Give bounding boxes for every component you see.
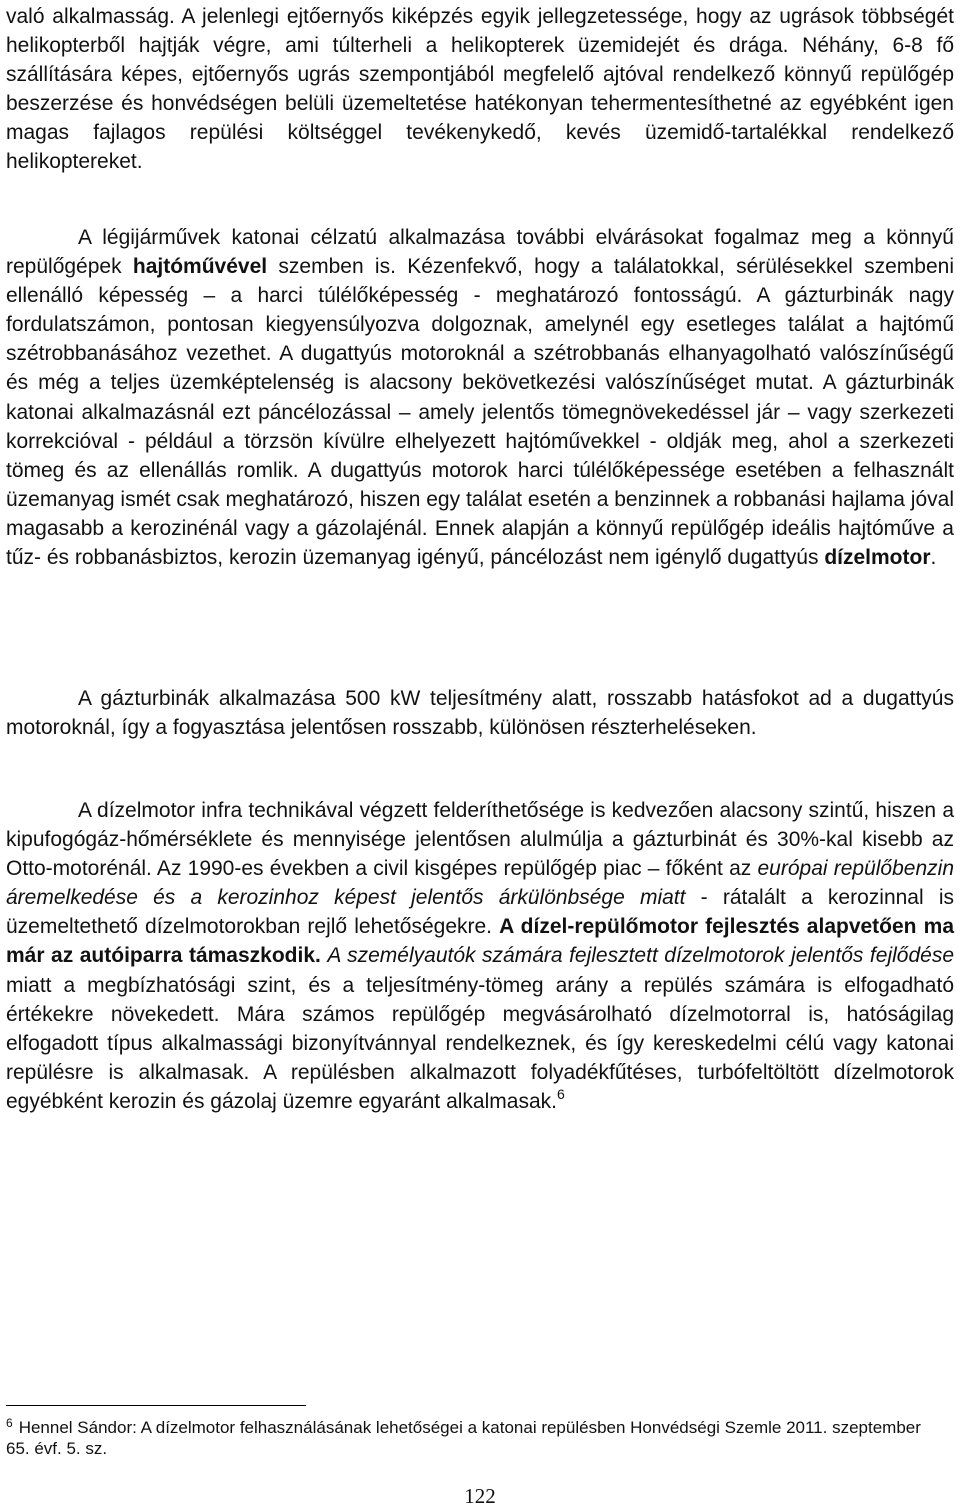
text-run: A gázturbinák alkalmazása 500 kW teljesítmény alatt, rosszabb hatásfokot ad a dugattyús motoroknál, így a fogyasztása jelentősen rosszabb, különösen részterheléseken. xyxy=(6,687,954,740)
bold-text-run: A dízel-repülőmotor fejlesztés alapvetően ma már az autóiparra támaszkodik. xyxy=(6,915,954,968)
text-run: . xyxy=(930,546,937,570)
text-run: - rátalált a kerozinnal is üzemeltethető dízelmotorokban rejlő lehetőségekre. xyxy=(6,886,955,939)
text-run: miatt a megbízhatósági szint, és a teljesítmény-tömeg arány a repülés számára is elfogadható értékekre növekedett. Mára számos repülőgép megvásárolható dízelmotorral is, hatóságilag elfogadott típus alkalmassági bizonyítvánnyal rendelkeznek, és így kereskedelmi célú vagy katonai repülésre is alkalmasak. A repülésben alkalmazott folyadékfűtéses, turbófeltöltött dízelmotorok egyébként kerozin és gázolaj üzemre egyaránt alkalmasak. xyxy=(6,973,954,1113)
text-run: szemben is. Kézenfekvő, hogy a találatokkal, sérülésekkel szembeni ellenálló képesség – a harci túlélőképesség - meghatározó fontosságú. A gázturbinák nagy fordulatszámon, pontosan kiegyensúlyozva dolgoznak, amelynél egy esetleges találat a hajtómű szétrobbanásához vezethet. A dugattyús motoroknál a szétrobbanás elhanyagolható valószínűségű és még a teljes üzemképtelenség is alacsony bekövetkezési valószínűséget mutat. A gázturbinák katonai alkalmazásnál ezt páncélozással – amely jelentős tömegnövekedéssel jár – vagy szerkezeti korrekcióval - például a törzsön kívülre elhelyezett hajtóművekkel - oldják meg, ahol a szerkezeti tömeg és az ellenállás romlik. A dugattyús motorok harci túlélőképessége esetében a felhasznált üzemanyag ismét csak meghatározó, hiszen egy találat esetén a benzinnek a robbanási hajlama jóval magasabb a kerozinénál vagy a gázolajénál. Ennek alapján a könnyű repülőgép ideális hajtóműve a tűz- és robbanásbiztos, kerozin üzemanyag igényű, páncélozást nem igénylő dugattyús xyxy=(6,255,954,570)
paragraph-engine-survivability xyxy=(6,223,954,572)
footnote-mark: 6 xyxy=(6,1416,13,1430)
footnote xyxy=(6,1417,936,1459)
bold-text-run: dízelmotor xyxy=(824,546,931,570)
page-number: 122 xyxy=(464,1484,496,1508)
text-run: való alkalmasság. A jelenlegi ejtőernyős kiképzés egyik jellegzetessége, hogy az ugrások többségét helikopterből hajtják végre, ami túlterheli a helikopterek üzemidejét és drága. Néhány, 6-8 fő szállítására képes, ejtőernyős ugrás szempontjából megfelelő ajtóval rendelkező könnyű repülőgép beszerzése és honvédségen belüli üzemeltetése hatékonyan tehermentesíthetné az egyébként igen magas fajlagos repülési költséggel tevékenykedő, kevés üzemidő-tartalékkal rendelkező helikoptereket. xyxy=(6,5,954,174)
text-run: A dízelmotor infra technikával végzett felderíthetősége is kedvezően alacsony szintű, hiszen a kipufogógáz-hőmérséklete és mennyisége jelentősen alulmúlja a gázturbinát és 30%-kal kisebb az Otto-motorénál. Az 1990-es években a civil kisgépes repülőgép piac – főként az xyxy=(6,799,954,881)
italic-text-run: európai repülőbenzin áremelkedése és a kerozinhoz képest jelentős árkülönbsége miatt xyxy=(6,857,954,910)
italic-text-run: A személyautók számára fejlesztett dízelmotorok jelentős fejlődése xyxy=(327,944,954,968)
footnote-reference: 6 xyxy=(556,1085,565,1102)
paragraph-diesel-engine xyxy=(6,796,954,1116)
paragraph-gas-turbine-efficiency xyxy=(6,684,954,742)
bold-text-run: hajtóművével xyxy=(132,255,268,279)
footnote-text: Hennel Sándor: A dízelmotor felhasználásának lehetőségei a katonai repülésben Honvédségi Szemle 2011. szeptember 65. évf. 5. sz. xyxy=(6,1418,921,1458)
text-run: A légijárművek katonai célzatú alkalmazása további elvárásokat fogalmaz meg a könnyű repülőgépek xyxy=(6,226,954,279)
paragraph-helicopter-training xyxy=(6,2,954,177)
footnote-separator xyxy=(6,1405,306,1406)
